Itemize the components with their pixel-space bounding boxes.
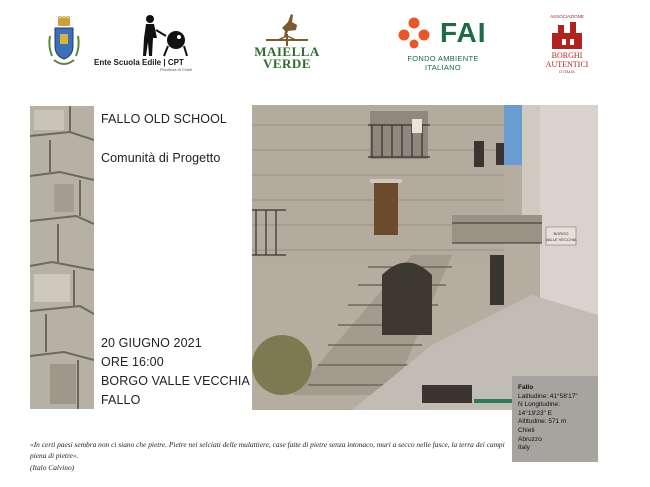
- fai-line2: ITALIANO: [424, 63, 462, 72]
- borghi-autentici-logo-icon: [550, 21, 584, 51]
- calvino-quote: «In certi paesi sembra non ci siano che pietre. Pietre nei selciati delle mulattiere, case fatte di pietre senza intonaco, muri a secco nelle fasce, la terra dei campi piena di pietre».: [30, 440, 505, 460]
- location-country: Italy: [518, 444, 530, 452]
- event-details: [101, 334, 250, 410]
- location-region: Abruzzo: [518, 435, 542, 443]
- fai-logo-text: [398, 54, 488, 72]
- borgo-sign-line2: VALLE VECCHIA: [545, 237, 577, 242]
- quote-author: (Italo Calvino): [30, 463, 75, 472]
- borgo-valle-vecchia-photo: [252, 105, 598, 410]
- borghi-line2: AUTENTICI: [545, 59, 589, 69]
- location-longitude: 14°19'23" E: [518, 409, 552, 417]
- borghi-sub-label: D'ITALIA: [559, 69, 575, 74]
- fai-logo-icon: [398, 17, 430, 49]
- event-place: BORGO VALLE VECCHIA: [101, 374, 250, 388]
- borghi-assoc-label: ASSOCIAZIONE: [550, 14, 584, 19]
- location-altitude: Altitudine: 571 m: [518, 418, 567, 426]
- cpt-logo-subtext: Provincia di Chieti: [160, 67, 193, 72]
- cpt-logo-icon: [138, 14, 188, 58]
- location-province: Chieti: [518, 426, 535, 434]
- location-latitude: Latitudine: 41°58'17": [518, 392, 578, 400]
- maiella-verde-logo-icon: [264, 10, 310, 48]
- event-date: 20 GIUGNO 2021: [101, 336, 202, 350]
- fai-line1: FONDO AMBIENTE: [407, 54, 479, 63]
- event-subtitle: Comunità di Progetto: [101, 151, 221, 165]
- location-info-box: [512, 376, 598, 462]
- borghi-autentici-logo-text: [540, 52, 594, 69]
- maiella-line2: VERDE: [262, 56, 311, 71]
- location-name: Fallo: [518, 384, 534, 391]
- maiella-line1: MAIELLA: [254, 44, 320, 59]
- event-title: FALLO OLD SCHOOL: [101, 112, 227, 126]
- location-longitude-label: N Longitudine:: [518, 401, 560, 409]
- stone-wall-photo: [30, 106, 94, 409]
- fai-logo-mark: FAI: [440, 17, 487, 48]
- borghi-line1: BORGHI: [551, 51, 583, 60]
- cpt-logo-text: Ente Scuola Edile | CPT: [94, 58, 184, 67]
- event-town: FALLO: [101, 393, 141, 407]
- event-time: ORE 16:00: [101, 355, 164, 369]
- borgo-sign-line1: BORGO: [553, 231, 569, 236]
- maiella-verde-logo-text: [251, 46, 323, 70]
- comune-crest-icon: [46, 16, 82, 72]
